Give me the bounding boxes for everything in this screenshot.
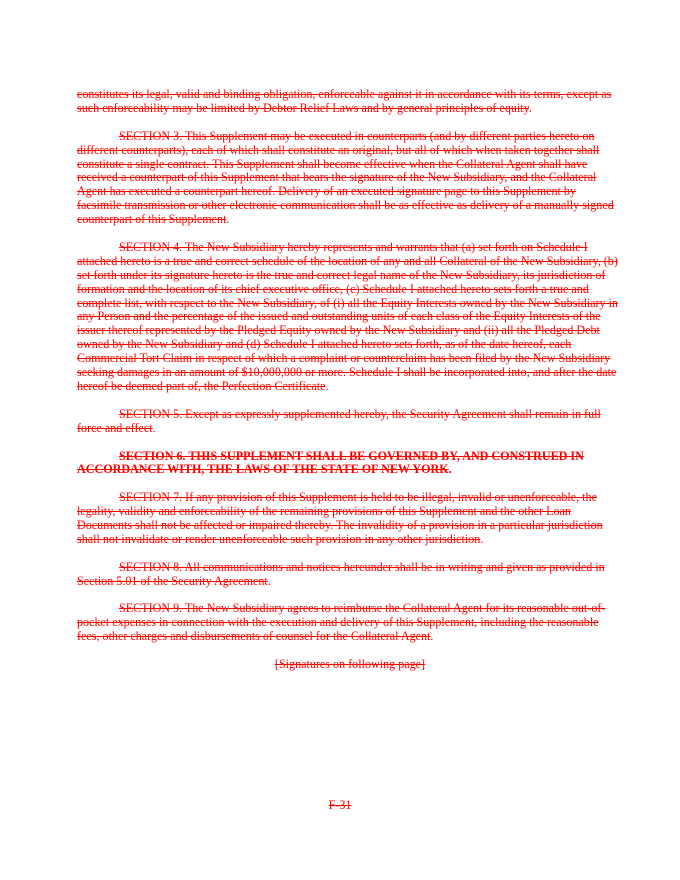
struck-text: [Signatures on following page] [274, 657, 426, 672]
struck-text: SECTION 9. The New Subsidiary agrees to reimburse the Collateral Agent for its reasonable out-of-pocket expenses in connection with the execution and delivery of this Supplement, including the reasonable fees, other charges and disbursements of counsel for the Collateral Agent [77, 601, 606, 644]
sentence-period: . [226, 212, 230, 227]
signature-note [77, 658, 623, 672]
sentence-period: . [528, 100, 532, 115]
sentence-period: . [152, 420, 156, 435]
paragraph-section-7 [77, 491, 623, 547]
paragraph-section-6 [77, 450, 623, 478]
struck-text: SECTION 4. The New Subsidiary hereby represents and warrants that (a) set forth on Schedule I attached hereto is a true and correct schedule of the location of any and all Collateral of the New Subsidiary, (b) set forth under its signature hereto is the true and correct legal name of the New Subsidiary, its jurisdiction of formation and the location of its chief executive office, (c) Schedule I attached hereto sets forth a true and complete list, with respect to the New Subsidiary, of (i) all the Equity Interests owned by the New Subsidiary in any Person and the percentage of the issued and outstanding units of each class of the Equity Interests of the issuer thereof represented by the Pledged Equity owned by the New Subsidiary and (ii) all the Pledged Debt owned by the New Subsidiary and (d) Schedule I attached hereto sets forth, as of the date hereof, each Commercial Tort Claim in respect of which a complaint or counterclaim has been filed by the New Subsidiary seeking damages in an amount of $10,000,000 or more. Schedule I shall be incorporated into, and after the date hereof be deemed part of, the Perfection Certificate [77, 239, 618, 393]
paragraph-continuation [77, 88, 623, 116]
struck-text: SECTION 5. Except as expressly supplemented hereby, the Security Agreement shall remain in full force and effect [77, 406, 601, 435]
struck-text: SECTION 6. THIS SUPPLEMENT SHALL BE GOVERNED BY, AND CONSTRUED IN ACCORDANCE WITH, THE LAWS OF THE STATE OF NEW YORK [77, 448, 584, 477]
struck-text: SECTION 7. If any provision of this Supplement is held to be illegal, invalid or unenforceable, the legality, validity and enforceability of the remaining provisions of this Supplement and the other Loan Documents shall not be affected or impaired thereby. The invalidity of a provision in a particular jurisdiction shall not invalidate or render unenforceable such provision in any other jurisdiction [77, 490, 603, 546]
paragraph-section-9 [77, 602, 623, 644]
paragraph-section-3 [77, 130, 623, 227]
paragraph-section-5 [77, 408, 623, 436]
sentence-period: . [480, 531, 484, 546]
paragraph-section-4 [77, 241, 623, 394]
document-body [77, 88, 623, 686]
sentence-period: . [430, 629, 434, 644]
struck-text: constitutes its legal, valid and binding obligation, enforceable against it in accordance with its terms, except as such enforceability may be limited by Debtor Relief Laws and by general principles of equity [77, 87, 612, 115]
paragraph-section-8 [77, 561, 623, 589]
sentence-period: . [448, 462, 452, 477]
struck-text: SECTION 8. All communications and notices hereunder shall be in writing and given as provided in Section 5.01 of the Security Agreement [77, 559, 605, 588]
page-footer [0, 799, 680, 813]
sentence-period: . [267, 573, 271, 588]
struck-text: SECTION 3. This Supplement may be executed in counterparts (and by different parties hereto on different counterparts), each of which shall constitute an original, but all of which when taken together shall constitute a single contract. This Supplement shall become effective when the Collateral Agent shall have received a counterpart of this Supplement that bears the signature of the New Subsidiary, and the Collateral Agent has executed a counterpart hereof. Delivery of an executed signature page to this Supplement by facsimile transmission or other electronic communication shall be as effective as delivery of a manually signed counterpart of this Supplement [77, 128, 614, 227]
sentence-period: . [325, 379, 329, 393]
page-number: F-31 [328, 798, 352, 812]
